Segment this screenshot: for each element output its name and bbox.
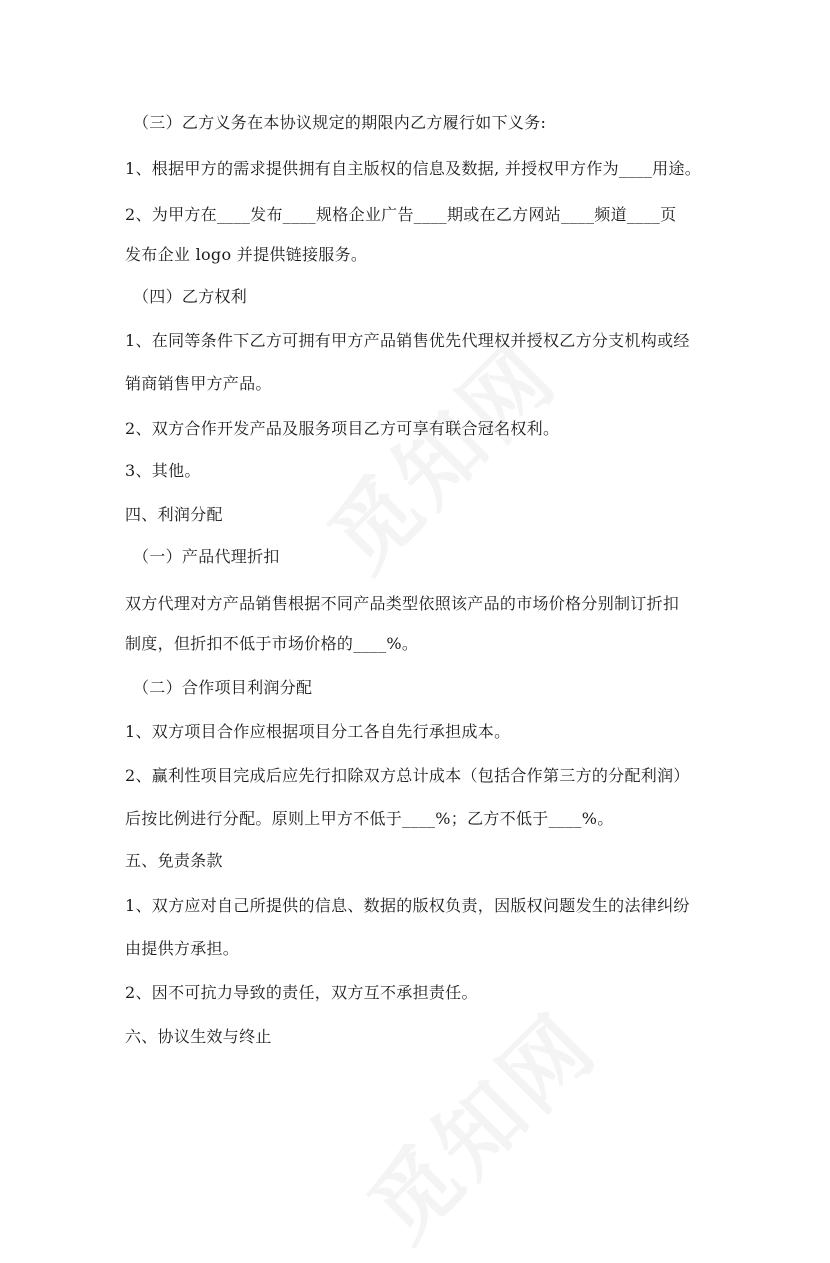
paragraph-line: 发布企业 logo 并提供链接服务。 [125,245,368,264]
paragraph-line: 3、其他。 [125,461,201,480]
section-heading: 五、免责条款 [125,851,223,870]
paragraph-line: 2、为甲方在____发布____规格企业广告____期或在乙方网站____频道____页 [125,205,677,224]
section-heading: （三）乙方义务在本协议规定的期限内乙方履行如下义务: [133,113,547,132]
section-heading: （四）乙方权利 [133,287,248,306]
section-heading: 四、利润分配 [125,505,223,524]
paragraph-line: 1、在同等条件下乙方可拥有甲方产品销售优先代理权并授权乙方分支机构或经 [125,331,690,350]
watermark [297,311,580,594]
paragraph-line: 制度，但折扣不低于市场价格的____%。 [125,634,419,653]
section-heading: （一）产品代理折扣 [133,547,280,566]
paragraph-line: 2、双方合作开发产品及服务项目乙方可享有联合冠名权利。 [125,419,560,438]
paragraph-line: 2、赢利性项目完成后应先行扣除双方总计成本（包括合作第三方的分配利润） [125,766,690,785]
section-heading: （二）合作项目利润分配 [133,678,313,697]
paragraph-line: 2、因不可抗力导致的责任，双方互不承担责任。 [125,983,478,1002]
paragraph-line: 由提供方承担。 [125,939,240,958]
paragraph-line: 双方代理对方产品销售根据不同产品类型依照该产品的市场价格分别制订折扣 [125,594,680,613]
paragraph-line: 后按比例进行分配。原则上甲方不低于____%；乙方不低于____%。 [125,809,614,828]
paragraph-line: 1、双方应对自己所提供的信息、数据的版权负责，因版权问题发生的法律纠纷 [125,896,690,915]
section-heading: 六、协议生效与终止 [125,1027,272,1046]
paragraph-line: 销商销售甲方产品。 [125,374,272,393]
paragraph-line: 1、根据甲方的需求提供拥有自主版权的信息及数据, 并授权甲方作为____用途。 [125,159,702,178]
paragraph-line: 1、双方项目合作应根据项目分工各自先行承担成本。 [125,722,511,741]
watermark [337,981,620,1263]
